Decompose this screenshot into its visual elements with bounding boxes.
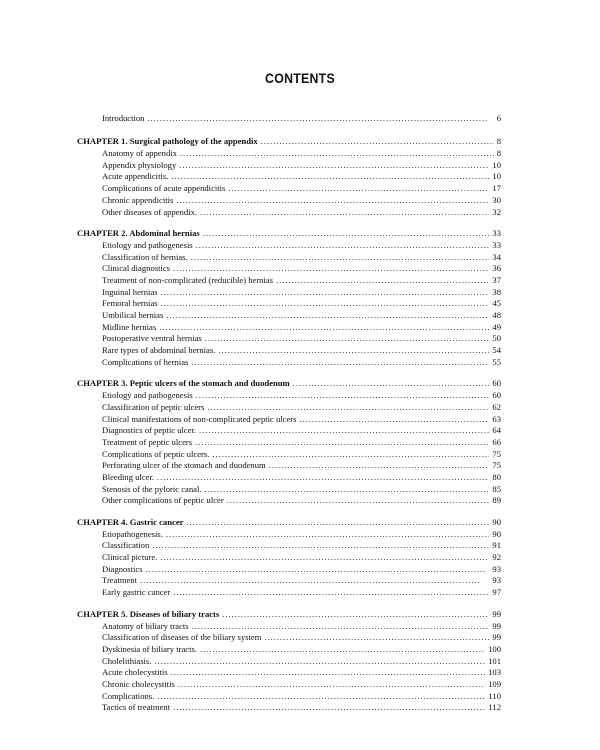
chapter-title: CHAPTER 4. Gastric cancer: [77, 517, 184, 527]
toc-entry-label: Postoperative ventral hernias: [102, 333, 202, 344]
toc-entry-label: Etiology and pathogenesis: [102, 239, 193, 250]
leader-dots: [176, 195, 489, 207]
toc-entry-label: Acute cholecystitis: [102, 667, 168, 678]
leader-dots: [196, 390, 490, 402]
toc-entry[interactable]: [77, 529, 501, 541]
toc-entry[interactable]: [77, 390, 501, 402]
toc-entry[interactable]: [77, 263, 501, 275]
toc-entry-page: 112: [488, 702, 501, 713]
leader-dots: [228, 183, 489, 195]
toc-entry-page: 85: [492, 483, 501, 494]
toc-entry[interactable]: [77, 644, 501, 656]
toc-entry-page: 50: [492, 333, 501, 344]
toc-entry-page: 34: [492, 251, 501, 262]
toc-entry-label: Etiology and pathogenesis: [102, 390, 193, 401]
toc-entry-page: 37: [492, 274, 501, 285]
toc-entry-label: Clinical diagnostics: [102, 263, 171, 274]
toc-entry[interactable]: [77, 310, 501, 322]
toc-entry-page: 60: [492, 390, 501, 401]
leader-dots: [140, 575, 489, 587]
toc-entry[interactable]: [77, 691, 501, 703]
toc-entry-page: 103: [488, 667, 501, 678]
toc-entry-page: 99: [492, 620, 501, 631]
leader-dots: [200, 207, 489, 219]
toc-entry[interactable]: [77, 345, 501, 357]
leader-dots: [212, 449, 489, 461]
leader-dots: [173, 263, 489, 275]
leader-dots: [293, 378, 490, 390]
toc-entry-page: 101: [488, 655, 501, 666]
toc-entry-page: 10: [492, 171, 501, 182]
toc-entry[interactable]: [77, 275, 501, 287]
toc-entry-page: 63: [492, 413, 501, 424]
leader-dots: [161, 298, 490, 310]
spacer: [77, 599, 501, 609]
leader-dots: [161, 287, 490, 299]
toc-entry[interactable]: [77, 575, 501, 587]
toc-entry-page: 6: [496, 113, 501, 123]
toc-entry-label: Classification: [102, 540, 150, 551]
toc-entry[interactable]: [77, 632, 501, 644]
toc-entry-label: Complications of hernias: [102, 356, 189, 367]
toc-entry-label: Other complications of peptic ulcer: [102, 495, 224, 506]
leader-dots: [205, 484, 490, 496]
toc-entry-page: 49: [492, 321, 501, 332]
leader-dots: [171, 667, 485, 679]
toc-entry-introduction[interactable]: [77, 113, 501, 125]
toc-entry-label: Early gastric cancer: [102, 587, 171, 598]
toc-entry-page: 55: [492, 356, 501, 367]
toc-entry-label: Treatment of peptic ulcers: [102, 436, 193, 447]
toc-entry-page: 36: [492, 263, 501, 274]
leader-dots: [276, 275, 489, 287]
toc-entry[interactable]: [77, 171, 501, 183]
toc-entry-label: Clinical picture.: [102, 552, 158, 563]
toc-entry[interactable]: [77, 540, 501, 552]
toc-chapter-heading[interactable]: [77, 136, 501, 148]
toc-entry[interactable]: [77, 240, 501, 252]
toc-entry[interactable]: [77, 679, 501, 691]
leader-dots: [200, 644, 485, 656]
toc-entry-label: Midline hernias: [102, 321, 157, 332]
leader-dots: [195, 437, 489, 449]
leader-dots: [191, 252, 490, 264]
toc-entry[interactable]: [77, 195, 501, 207]
toc-entry-page: 75: [492, 460, 501, 471]
toc-entry-label: Diagnostics of peptic ulcer.: [102, 425, 197, 436]
toc-entry-page: 90: [492, 528, 501, 539]
toc-entry[interactable]: [77, 425, 501, 437]
toc-entry-label: Rare types of abdominal hernias.: [102, 345, 216, 356]
leader-dots: [166, 310, 489, 322]
toc-entry-page: 17: [492, 183, 501, 194]
toc-entry-page: 64: [492, 425, 501, 436]
toc-entry-page: 8: [496, 148, 501, 159]
toc-entry-page: 110: [488, 690, 501, 701]
toc-entry[interactable]: [77, 357, 501, 369]
toc-entry[interactable]: [77, 552, 501, 564]
toc-entry-label: Treatment of non-complicated (reducible) hernias: [102, 274, 274, 285]
toc-entry-page: 33: [492, 239, 501, 250]
leader-dots: [227, 495, 490, 507]
toc-entry[interactable]: [77, 183, 501, 195]
toc-entry-label: Classification of hernias.: [102, 251, 188, 262]
toc-entry[interactable]: [77, 495, 501, 507]
leader-dots: [222, 609, 489, 621]
toc-entry-label: Complications of acute appendicitis: [102, 183, 226, 194]
leader-dots: [180, 148, 494, 160]
leader-dots: [264, 632, 489, 644]
toc-chapter-heading[interactable]: [77, 517, 501, 529]
leader-dots: [171, 171, 489, 183]
toc-entry[interactable]: [77, 402, 501, 414]
toc-entry-label: Cholelithiasis.: [102, 655, 152, 666]
leader-dots: [218, 345, 489, 357]
toc-entry-label: Femoral hernias: [102, 298, 158, 309]
chapter-page: 8: [496, 136, 501, 147]
leader-dots: [173, 702, 485, 714]
toc-chapter-heading[interactable]: [77, 228, 501, 240]
toc-entry-page: 91: [492, 540, 501, 551]
toc-entry-page: 10: [492, 159, 501, 170]
toc-entry-page: 38: [492, 286, 501, 297]
toc-entry-label: Tactics of treatment: [102, 702, 171, 713]
toc-chapter-heading[interactable]: [77, 609, 501, 621]
spacer: [77, 507, 501, 517]
toc-entry-label: Treatment: [102, 575, 138, 586]
leader-dots: [207, 402, 489, 414]
toc-entry-page: 109: [488, 678, 501, 689]
leader-dots: [157, 691, 485, 703]
toc-entry[interactable]: [77, 298, 501, 310]
spacer: [77, 125, 501, 137]
leader-dots: [146, 564, 490, 576]
toc-entry-label: Classification of diseases of the biliary system: [102, 632, 262, 643]
toc-entry-label: Diagnostics: [102, 563, 143, 574]
leader-dots: [192, 621, 490, 633]
toc-entry-label: Acute appendicitis.: [102, 171, 169, 182]
chapter-list: [77, 136, 501, 714]
page-title: CONTENTS: [265, 70, 335, 86]
toc-entry-page: 75: [492, 448, 501, 459]
toc-entry-label: Clinical manifestations of non-complicated peptic ulcers: [102, 413, 297, 424]
toc-entry-label: Chronic cholecystitis: [102, 678, 175, 689]
toc-entry-label: Perforating ulcer of the stomach and duodenum: [102, 460, 266, 471]
toc-entry-label: Complications.: [102, 690, 155, 701]
chapter-page: 99: [492, 608, 501, 619]
spacer: [77, 368, 501, 378]
chapter-page: 60: [492, 378, 501, 389]
leader-dots: [196, 240, 490, 252]
toc-entry[interactable]: [77, 587, 501, 599]
toc-entry[interactable]: [77, 484, 501, 496]
toc-entry[interactable]: [77, 414, 501, 426]
toc-entry[interactable]: [77, 333, 501, 345]
toc-entry[interactable]: [77, 472, 501, 484]
leader-dots: [191, 357, 489, 369]
chapter-title: CHAPTER 2. Abdominal hernias: [77, 228, 200, 239]
leader-dots: [157, 472, 489, 484]
leader-dots: [152, 540, 489, 552]
toc-entry[interactable]: [77, 564, 501, 576]
toc-entry-label: Stenosis of the pyloric canal.: [102, 483, 202, 494]
leader-dots: [166, 529, 490, 541]
toc-entry-page: 54: [492, 345, 501, 356]
chapter-page: 90: [492, 517, 501, 527]
toc-entry[interactable]: [77, 656, 501, 668]
toc-entry-page: 80: [492, 471, 501, 482]
leader-dots: [147, 113, 493, 125]
chapter-title: CHAPTER 3. Peptic ulcers of the stomach and duodenum: [77, 378, 290, 389]
toc-entry-page: 48: [492, 310, 501, 320]
toc-entry-page: 66: [492, 436, 501, 447]
toc-entry-page: 92: [492, 552, 501, 563]
toc-entry-label: Chronic appendicitis: [102, 194, 174, 205]
table-of-contents: [77, 113, 501, 714]
toc-entry-page: 93: [492, 575, 501, 586]
leader-dots: [300, 414, 490, 426]
toc-entry-page: 30: [492, 194, 501, 205]
leader-dots: [159, 322, 489, 334]
toc-entry[interactable]: [77, 207, 501, 219]
toc-entry-page: 93: [492, 563, 501, 574]
toc-entry-label: Classification of peptic ulcers: [102, 401, 205, 412]
toc-entry-page: 32: [492, 206, 501, 217]
leader-dots: [179, 160, 489, 172]
leader-dots: [173, 587, 489, 599]
toc-entry[interactable]: [77, 667, 501, 679]
leader-dots: [261, 136, 494, 148]
toc-entry-page: 97: [492, 587, 501, 598]
leader-dots: [199, 425, 489, 437]
toc-entry[interactable]: [77, 621, 501, 633]
leader-dots: [205, 333, 490, 345]
toc-entry[interactable]: [77, 702, 501, 714]
chapter-title: CHAPTER 1. Surgical pathology of the appendix: [77, 136, 258, 147]
toc-entry-label: Umbilical hernias: [102, 310, 164, 320]
leader-dots: [186, 517, 489, 529]
toc-chapter-heading[interactable]: [77, 378, 501, 390]
chapter-page: 33: [492, 228, 501, 239]
toc-entry-label: Introduction: [102, 113, 145, 123]
leader-dots: [160, 552, 489, 564]
toc-entry[interactable]: [77, 148, 501, 160]
toc-entry[interactable]: [77, 160, 501, 172]
leader-dots: [178, 679, 485, 691]
toc-entry[interactable]: [77, 437, 501, 449]
leader-dots: [154, 656, 485, 668]
toc-entry-label: Inguinal hernias: [102, 286, 158, 297]
chapter-title: CHAPTER 5. Diseases of biliary tracts: [77, 608, 220, 619]
toc-entry-label: Anatomy of biliary tracts: [102, 620, 189, 631]
toc-entry-page: 89: [492, 495, 501, 506]
toc-entry-label: Dyskinesia of biliary tracts.: [102, 643, 197, 654]
toc-entry-label: Appendix physiology: [102, 159, 177, 170]
toc-entry[interactable]: [77, 449, 501, 461]
toc-entry-label: Complications of peptic ulcers.: [102, 448, 210, 459]
toc-entry-page: 62: [492, 401, 501, 412]
toc-entry[interactable]: [77, 460, 501, 472]
toc-entry-page: 100: [488, 643, 501, 654]
spacer: [77, 218, 501, 228]
toc-entry[interactable]: [77, 322, 501, 334]
toc-entry-label: Etiopathogenesis.: [102, 528, 163, 539]
toc-entry[interactable]: [77, 252, 501, 264]
toc-entry-label: Anatomy of appendix: [102, 148, 177, 159]
toc-entry-label: Other diseases of appendix.: [102, 206, 197, 217]
leader-dots: [269, 460, 490, 472]
toc-entry[interactable]: [77, 287, 501, 299]
toc-entry-label: Bleeding ulcer.: [102, 471, 155, 482]
leader-dots: [203, 228, 490, 240]
toc-entry-page: 99: [492, 632, 501, 643]
toc-entry-page: 45: [492, 298, 501, 309]
